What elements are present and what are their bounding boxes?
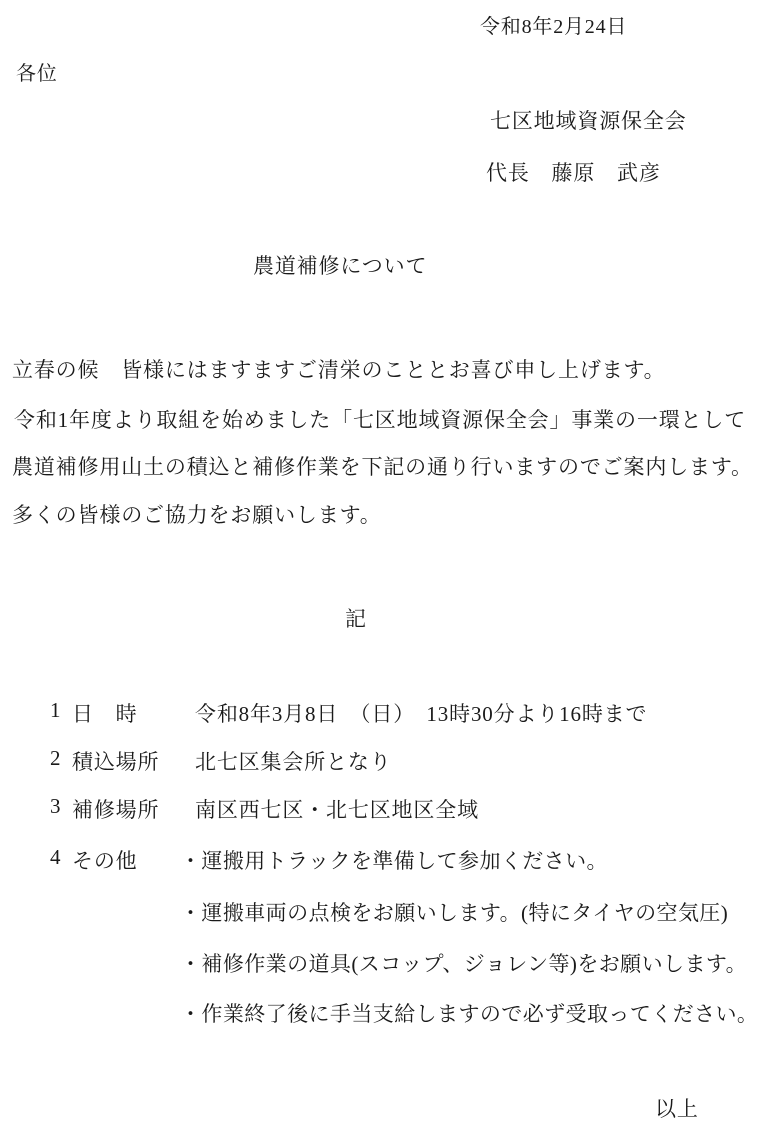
item-label-1: 日 時	[72, 702, 138, 726]
document-subject: 農道補修について	[253, 254, 428, 278]
item-value-2: 北七区集会所となり	[195, 750, 392, 774]
item-number-2: 2	[50, 746, 62, 770]
document-date: 令和8年2月24日	[480, 16, 628, 38]
closing-marker: 以上	[655, 1097, 699, 1121]
note-line-2: ・運搬車両の点検をお願いします。(特にタイヤの空気圧)	[180, 901, 729, 925]
note-line-3: ・補修作業の道具(スコップ、ジョレン等)をお願いします。	[180, 952, 748, 976]
body-paragraph-4: 多くの皆様のご協力をお願いします。	[12, 503, 382, 527]
representative-name: 代長 藤原 武彦	[486, 161, 661, 185]
issuing-organization: 七区地域資源保全会	[490, 109, 687, 133]
item-number-1: 1	[50, 698, 62, 722]
item-number-4: 4	[50, 845, 62, 869]
note-line-1: ・運搬用トラックを準備して参加ください。	[180, 849, 608, 873]
item-label-2: 積込場所	[72, 750, 160, 774]
note-line-4: ・作業終了後に手当支給しますので必ず受取ってください。	[180, 1002, 759, 1026]
item-label-4: その他	[72, 849, 138, 873]
document-addressee: 各位	[16, 63, 58, 85]
body-paragraph-1: 立春の候 皆様にはますますご清栄のこととお喜び申し上げます。	[12, 358, 666, 382]
ki-marker: 記	[345, 607, 367, 631]
item-value-1: 令和8年3月8日 （日） 13時30分より16時まで	[195, 702, 648, 726]
item-label-3: 補修場所	[72, 798, 160, 822]
body-paragraph-3: 農道補修用山土の積込と補修作業を下記の通り行いますのでご案内します。	[12, 455, 753, 479]
body-paragraph-2: 令和1年度より取組を始めました「七区地域資源保全会」事業の一環として	[14, 408, 747, 432]
item-number-3: 3	[50, 794, 62, 818]
item-value-3: 南区西七区・北七区地区全域	[195, 798, 479, 822]
